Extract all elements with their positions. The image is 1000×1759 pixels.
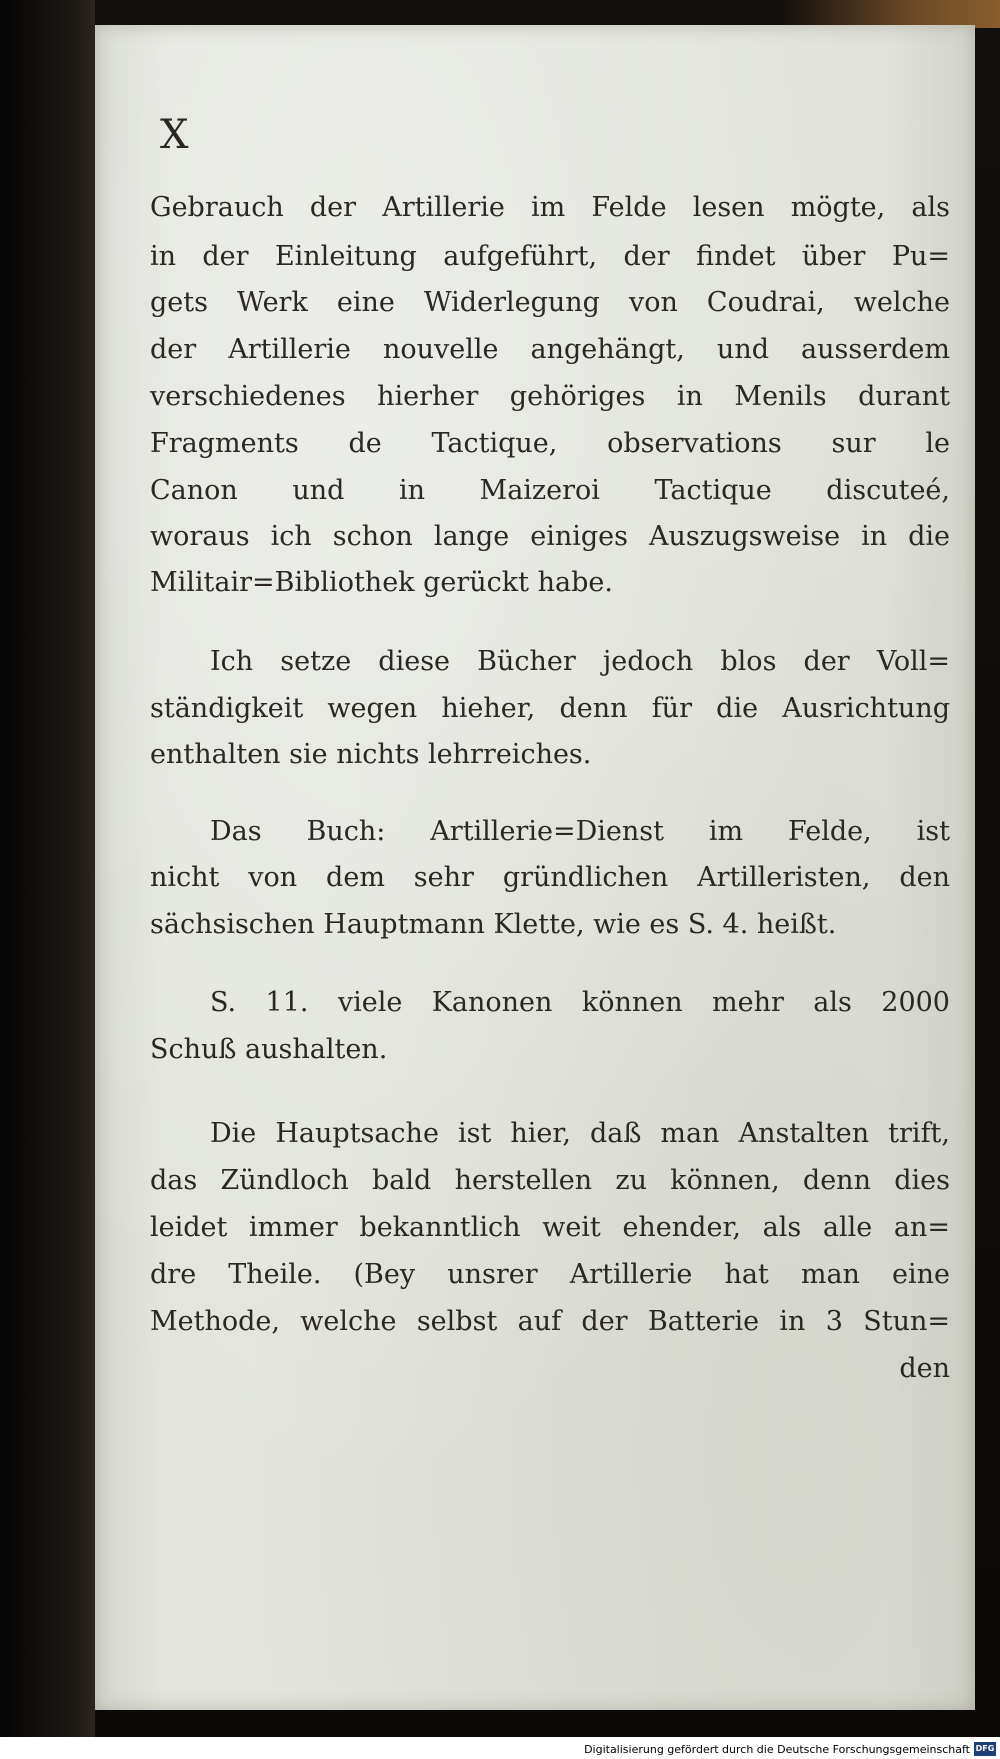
catchword: den [899,1353,950,1384]
text-line: Schuß aushalten. [150,1034,388,1065]
page-text-body [150,0,950,1700]
text-line: Canon und in Maizeroi Tactique discuteé, [150,475,950,506]
text-line: nicht von dem sehr gründlichen Artilleristen, den [150,862,950,893]
text-line: das Zündloch bald herstellen zu können, denn dies [150,1165,950,1196]
text-line: Fragments de Tactique, observations sur le [150,428,950,459]
text-line: verschiedenes hierher gehöriges in Menils durant [150,381,950,412]
text-line: woraus ich schon lange einiges Auszugsweise in die [150,521,950,552]
dfg-logo-icon: DFG [974,1742,996,1756]
text-line: Methode, welche selbst auf der Batterie in 3 Stun= [150,1306,950,1337]
paragraph-first-line: S. 11. viele Kanonen können mehr als 2000 [210,987,950,1018]
text-line: dre Theile. (Bey unsrer Artillerie hat man eine [150,1259,950,1290]
page-number: X [160,112,190,158]
text-line: sächsischen Hauptmann Klette, wie es S. 4. heißt. [150,909,837,940]
text-line: in der Einleitung aufgeführt, der findet über Pu= [150,241,950,272]
paragraph-first-line: Die Hauptsache ist hier, daß man Anstalten trift, [210,1118,950,1149]
paragraph-first-line: Das Buch: Artillerie=Dienst im Felde, ist [210,816,950,847]
text-line: Gebrauch der Artillerie im Felde lesen mögte, als [150,192,950,223]
book-spine-shadow [0,0,95,1759]
paragraph-first-line: Ich setze diese Bücher jedoch blos der Voll= [210,646,950,677]
digitization-credit: Digitalisierung gefördert durch die Deutsche Forschungsgemeinschaft [584,1743,970,1756]
footer-bar [0,1737,1000,1759]
text-line: der Artillerie nouvelle angehängt, und ausserdem [150,334,950,365]
text-line: ständigkeit wegen hieher, denn für die Ausrichtung [150,693,950,724]
text-line: gets Werk eine Widerlegung von Coudrai, welche [150,287,950,318]
text-line: leidet immer bekanntlich weit ehender, als alle an= [150,1212,950,1243]
text-line: enthalten sie nichts lehrreiches. [150,739,592,770]
text-line: Militair=Bibliothek gerückt habe. [150,567,613,598]
